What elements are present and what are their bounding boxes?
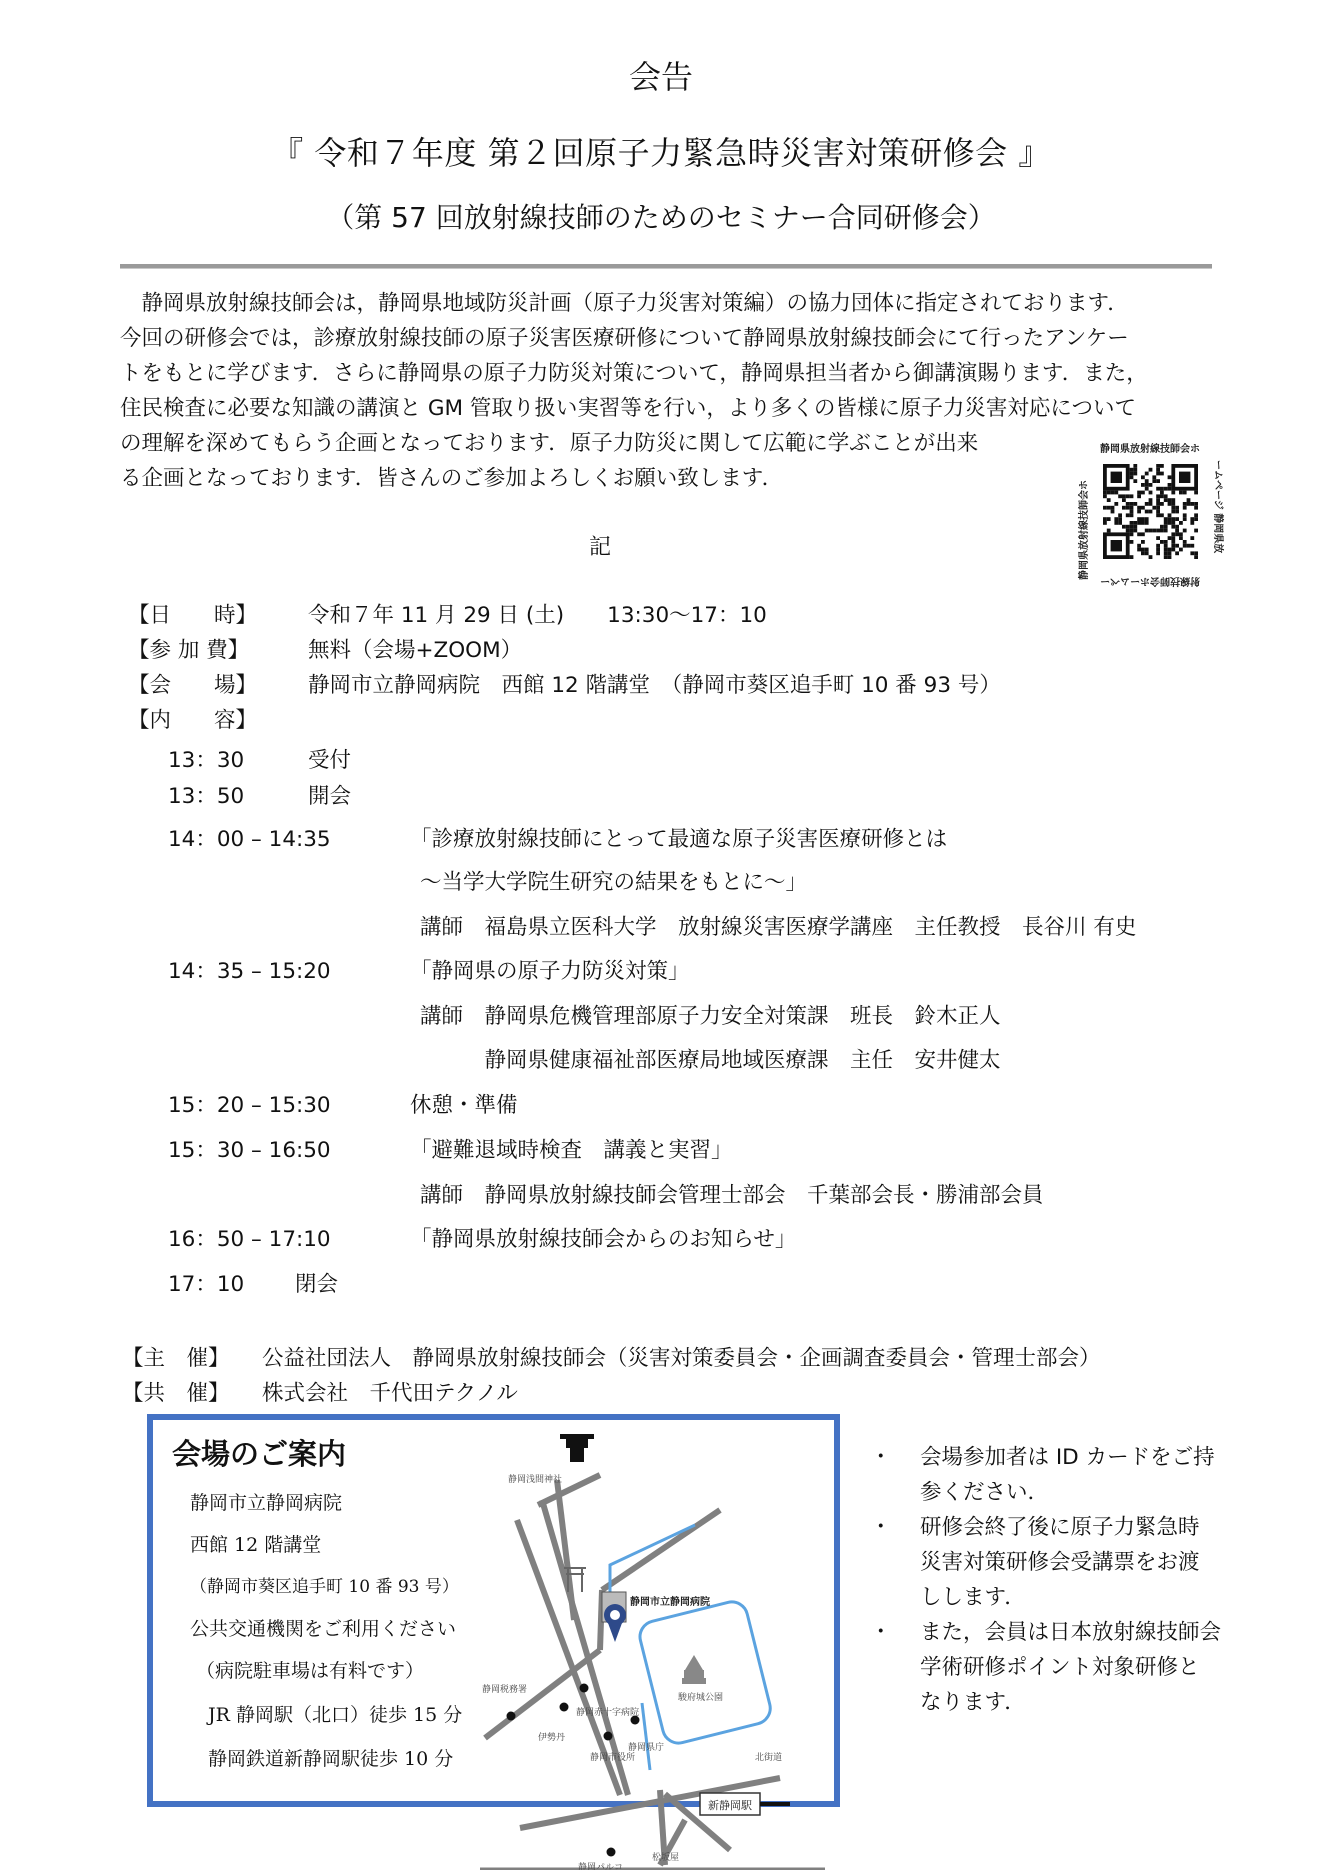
qr-module	[1168, 483, 1172, 487]
map-castle-icon	[682, 1655, 706, 1684]
qr-module	[1171, 498, 1175, 502]
qr-module	[1160, 491, 1164, 495]
qr-module	[1114, 491, 1118, 495]
intro-line: の理解を深めてもらう企画となっております．原子力防災に関して広範に学ぶことが出来	[120, 431, 979, 456]
qr-module	[1160, 502, 1164, 506]
map-label-shrine: 静岡浅間神社	[508, 1475, 563, 1485]
qr-module	[1183, 491, 1187, 495]
access-line: （病院駐車場は有料です）	[196, 1660, 425, 1682]
qr-module	[1183, 502, 1187, 506]
qr-module	[1126, 506, 1130, 510]
qr-module	[1130, 510, 1134, 514]
qr-module	[1145, 517, 1149, 521]
map-label-parco: 静岡パルコ	[578, 1863, 624, 1870]
qr-module	[1126, 513, 1130, 517]
cohost-value: 株式会社 千代田テクノル	[262, 1381, 518, 1406]
qr-module	[1145, 487, 1149, 491]
qr-module	[1114, 517, 1118, 521]
qr-module	[1130, 506, 1134, 510]
qr-caption-left: 静岡県放射線技師会ホ	[1079, 480, 1090, 580]
qr-module	[1122, 498, 1126, 502]
qr-module	[1168, 517, 1172, 521]
qr-module	[1194, 491, 1198, 495]
note-line: 参ください．	[920, 1480, 1050, 1505]
qr-module	[1190, 521, 1194, 525]
map-label-tax-office: 静岡税務署	[482, 1685, 528, 1695]
intro-line: 今回の研修会では，診療放射線技師の原子災害医療研修について静岡県放射線技師会にて行ったアンケー	[120, 326, 1129, 351]
host-value: 公益社団法人 静岡県放射線技師会（災害対策委員会・企画調査委員会・管理士部会）	[262, 1346, 1101, 1371]
qr-module	[1194, 517, 1198, 521]
schedule-title: 閉会	[295, 1272, 339, 1297]
qr-module	[1156, 513, 1160, 517]
ki-heading: 記	[588, 535, 611, 560]
note-item	[870, 1615, 1230, 1720]
qr-module	[1171, 525, 1175, 529]
qr-module	[1141, 506, 1145, 510]
qr-module	[1171, 510, 1175, 514]
schedule-title: 「静岡県の原子力防災対策」	[410, 959, 690, 984]
note-line: 学術研修ポイント対象研修と	[920, 1655, 1200, 1680]
qr-module	[1145, 510, 1149, 514]
qr-module	[1171, 502, 1175, 506]
qr-module	[1175, 517, 1179, 521]
qr-module	[1156, 487, 1160, 491]
qr-module	[1137, 506, 1141, 510]
qr-module	[1107, 498, 1111, 502]
qr-module	[1168, 502, 1172, 506]
qr-module	[1160, 513, 1164, 517]
note-line: なります．	[920, 1690, 1026, 1715]
intro-line: 住民検査に必要な知識の講演と GM 管取り扱い実習等を行い，より多くの皆様に原子力災害対応について	[120, 396, 1136, 421]
access-line: 西館 12 階講堂	[190, 1534, 322, 1556]
qr-module	[1160, 525, 1164, 529]
qr-module	[1164, 487, 1168, 491]
schedule-title: 「静岡県放射線技師会からのお知らせ」	[410, 1227, 797, 1252]
map-label-matsuzakaya: 松坂屋	[652, 1853, 680, 1863]
qr-module	[1194, 502, 1198, 506]
qr-module	[1168, 475, 1172, 479]
qr-module	[1168, 521, 1172, 525]
schedule-time: 16：50 – 17:10	[168, 1227, 331, 1252]
note-line: また，会員は日本放射線技師会	[920, 1620, 1222, 1645]
qr-module	[1107, 491, 1111, 495]
map-road	[542, 1500, 628, 1795]
qr-module	[1130, 521, 1134, 525]
qr-module	[1141, 483, 1145, 487]
qr-caption-top: 静岡県放射線技師会ホ	[1100, 444, 1200, 455]
qr-module	[1103, 517, 1107, 521]
schedule-title: 休憩・準備	[410, 1093, 518, 1118]
qr-module	[1111, 506, 1115, 510]
qr-module	[1149, 502, 1153, 506]
qr-module	[1179, 491, 1183, 495]
map-label-park: 駿府城公園	[678, 1693, 724, 1703]
qr-module	[1133, 521, 1137, 525]
qr-module	[1183, 513, 1187, 517]
qr-module	[1118, 517, 1122, 521]
map-label-hospital: 静岡市立静岡病院	[630, 1597, 710, 1608]
speaker-line: 講師 静岡県放射線技師会管理士部会 千葉部会長・勝浦部会員	[420, 1183, 1044, 1208]
qr-module	[1175, 510, 1179, 514]
access-line: （静岡市葵区追手町 10 番 93 号）	[190, 1577, 459, 1597]
qr-module	[1160, 472, 1164, 476]
qr-module	[1149, 510, 1153, 514]
page-title: 『 令和７年度 第２回原子力緊急時災害対策研修会 』	[271, 134, 1051, 172]
qr-module	[1130, 525, 1134, 529]
qr-module	[1160, 464, 1164, 468]
map-label-isetan: 伊勢丹	[538, 1733, 566, 1743]
access-title: 会場のご案内	[172, 1437, 347, 1471]
note-line: しします．	[920, 1585, 1026, 1610]
date-value: 令和７年 11 月 29 日 (土) 13:30～17：10	[308, 603, 767, 628]
venue-value: 静岡市立静岡病院 西館 12 階講堂 （静岡市葵区追手町 10 番 93 号）	[308, 673, 1001, 698]
bullet-icon: ・	[870, 1515, 892, 1540]
qr-module	[1175, 525, 1179, 529]
intro-paragraph	[120, 286, 1220, 496]
qr-module	[1168, 498, 1172, 502]
qr-module	[1111, 510, 1115, 514]
qr-module	[1130, 513, 1134, 517]
qr-module	[1164, 525, 1168, 529]
qr-module	[1111, 472, 1122, 483]
qr-code-homepage[interactable]	[1075, 440, 1225, 590]
schedule-time: 15：30 – 16:50	[168, 1138, 331, 1163]
note-line: 会場参加者は ID カードをご持	[920, 1445, 1215, 1470]
qr-caption-right: ームページ 静岡県放	[1212, 460, 1223, 554]
speaker-line: 静岡県健康福祉部医療局地域医療課 主任 安井健太	[420, 1048, 1001, 1073]
map-label-kitakaido: 北街道	[755, 1753, 783, 1763]
qr-module	[1160, 487, 1164, 491]
qr-module	[1179, 472, 1190, 483]
bullet-icon: ・	[870, 1445, 892, 1470]
map-roads	[480, 1475, 825, 1870]
qr-module	[1145, 521, 1149, 525]
schedule-time: 13：30	[168, 748, 245, 773]
intro-line: る企画となっております．皆さんのご参加よろしくお願い致します．	[120, 466, 784, 491]
qr-module	[1126, 525, 1130, 529]
schedule-time: 17：10	[168, 1272, 245, 1297]
qr-module	[1133, 464, 1137, 468]
schedule-time: 15：20 – 15:30	[168, 1093, 331, 1118]
qr-module	[1122, 525, 1126, 529]
qr-module	[1137, 517, 1141, 521]
divider	[120, 264, 1212, 269]
qr-module	[1133, 468, 1137, 472]
qr-module	[1152, 475, 1156, 479]
map-label-shin-shizuoka: 新静岡駅	[708, 1799, 752, 1812]
note-line: 災害対策研修会受講票をお渡	[920, 1550, 1200, 1575]
qr-module	[1126, 494, 1130, 498]
qr-module	[1130, 468, 1134, 472]
schedule-title: 「避難退域時検査 講義と実習」	[410, 1138, 733, 1163]
cohost-label: 【共 催】	[122, 1381, 230, 1406]
schedule-subtitle: ～当学大学院生研究の結果をもとに～」	[420, 870, 808, 895]
schedule-title: 「診療放射線技師にとって最適な原子災害医療研修とは	[410, 827, 948, 852]
qr-module	[1152, 479, 1156, 483]
qr-module	[1152, 506, 1156, 510]
qr-module	[1133, 502, 1137, 506]
map-park-moat	[637, 1599, 774, 1747]
qr-module	[1179, 521, 1183, 525]
qr-module	[1156, 506, 1160, 510]
qr-module	[1164, 494, 1168, 498]
qr-module	[1111, 491, 1115, 495]
qr-module	[1114, 502, 1118, 506]
qr-module	[1137, 491, 1141, 495]
qr-module	[1137, 510, 1141, 514]
qr-module	[1130, 475, 1134, 479]
speaker-line: 講師 福島県立医科大学 放射線災害医療学講座 主任教授 長谷川 有史	[420, 915, 1137, 940]
qr-module	[1145, 502, 1149, 506]
qr-module	[1194, 506, 1198, 510]
qr-module	[1156, 479, 1160, 483]
qr-module	[1107, 506, 1111, 510]
map-label-city-hall: 静岡市役所	[590, 1753, 636, 1763]
schedule-time: 14：35 – 15:20	[168, 959, 331, 984]
venue-label: 【会 場】	[128, 673, 258, 698]
intro-line: 静岡県放射線技師会は，静岡県地域防災計画（原子力災害対策編）の協力団体に指定されております．	[120, 291, 1129, 316]
schedule-title: 受付	[308, 748, 352, 773]
qr-module	[1118, 494, 1122, 498]
qr-module	[1145, 479, 1149, 483]
qr-module	[1156, 494, 1160, 498]
map-label-red-cross: 静岡赤十字病院	[576, 1708, 640, 1718]
intro-line: トをもとに学びます．さらに静岡県の原子力防災対策について，静岡県担当者から御講演賜ります．また，	[120, 361, 1148, 386]
qr-module	[1183, 506, 1187, 510]
map-shrine-icon	[560, 1434, 594, 1462]
qr-module	[1145, 472, 1149, 476]
qr-module	[1126, 502, 1130, 506]
qr-module	[1183, 517, 1187, 521]
host-label: 【主 催】	[122, 1346, 230, 1371]
qr-module	[1156, 502, 1160, 506]
qr-module	[1137, 521, 1141, 525]
notice-heading: 会告	[628, 58, 693, 96]
qr-module	[1164, 517, 1168, 521]
access-line: JR 静岡駅（北口）徒歩 15 分	[208, 1704, 463, 1726]
qr-module	[1171, 506, 1175, 510]
qr-module	[1156, 510, 1160, 514]
qr-module	[1118, 521, 1122, 525]
qr-module	[1156, 468, 1160, 472]
qr-module	[1164, 521, 1168, 525]
qr-module	[1137, 494, 1141, 498]
access-line: 公共交通機関をご利用ください	[190, 1618, 457, 1640]
qr-module	[1149, 491, 1153, 495]
qr-module	[1133, 472, 1137, 476]
qr-module	[1141, 475, 1145, 479]
qr-module	[1118, 513, 1122, 517]
qr-module	[1103, 494, 1107, 498]
qr-module	[1130, 472, 1134, 476]
schedule-title: 開会	[308, 784, 352, 809]
notes-list	[870, 1440, 1230, 1720]
qr-module	[1122, 506, 1126, 510]
fee-label: 【参 加 費】	[128, 638, 250, 663]
speaker-line: 講師 静岡県危機管理部原子力安全対策課 班長 鈴木正人	[420, 1004, 1001, 1029]
map-hospital-icon	[602, 1592, 626, 1642]
qr-module	[1141, 491, 1145, 495]
qr-module	[1187, 498, 1191, 502]
qr-module	[1122, 494, 1126, 498]
qr-module	[1194, 513, 1198, 517]
page-subtitle: （第 57 回放射線技師のためのセミナー合同研修会）	[326, 201, 996, 234]
qr-module	[1103, 521, 1107, 525]
qr-module	[1168, 513, 1172, 517]
qr-caption-bottom: 射線技師会ホームペー	[1100, 575, 1200, 586]
qr-module	[1133, 525, 1137, 529]
qr-module	[1164, 498, 1168, 502]
qr-module	[1160, 494, 1164, 498]
qr-module	[1168, 487, 1172, 491]
qr-module	[1171, 521, 1175, 525]
qr-module	[1171, 491, 1175, 495]
qr-module	[1103, 506, 1107, 510]
qr-module	[1190, 502, 1194, 506]
map-moat-line	[642, 1703, 650, 1770]
schedule-time: 14：00 – 14:35	[168, 827, 331, 852]
qr-module	[1103, 491, 1107, 495]
qr-module	[1149, 498, 1153, 502]
qr-module	[1149, 468, 1153, 472]
qr-module	[1187, 502, 1191, 506]
qr-module	[1107, 517, 1111, 521]
qr-module	[1156, 472, 1160, 476]
qr-module	[1141, 521, 1145, 525]
qr-module	[1130, 494, 1134, 498]
access-line: 静岡鉄道新静岡駅徒歩 10 分	[208, 1748, 454, 1770]
qr-module	[1190, 517, 1194, 521]
qr-module	[1171, 517, 1175, 521]
access-map	[480, 1420, 825, 1870]
qr-module	[1175, 506, 1179, 510]
qr-module	[1141, 517, 1145, 521]
map-torii-icon	[564, 1568, 586, 1592]
access-line: 静岡市立静岡病院	[190, 1492, 343, 1514]
qr-module	[1156, 498, 1160, 502]
qr-module	[1133, 479, 1137, 483]
note-item	[870, 1440, 1230, 1510]
map-road	[602, 1510, 720, 1590]
note-line: 研修会終了後に原子力緊急時	[920, 1515, 1200, 1540]
map-label-pref-office: 静岡県庁	[628, 1743, 665, 1753]
fee-value: 無料（会場+ZOOM）	[308, 638, 523, 663]
note-item	[870, 1510, 1230, 1615]
content-label: 【内 容】	[128, 708, 258, 733]
date-label: 【日 時】	[128, 603, 258, 628]
qr-module	[1130, 502, 1134, 506]
qr-module	[1149, 483, 1153, 487]
qr-code-icon	[1075, 440, 1225, 590]
qr-module	[1145, 483, 1149, 487]
qr-module	[1114, 521, 1118, 525]
bullet-icon: ・	[870, 1620, 892, 1645]
schedule-time: 13：50	[168, 784, 245, 809]
qr-module	[1156, 464, 1160, 468]
